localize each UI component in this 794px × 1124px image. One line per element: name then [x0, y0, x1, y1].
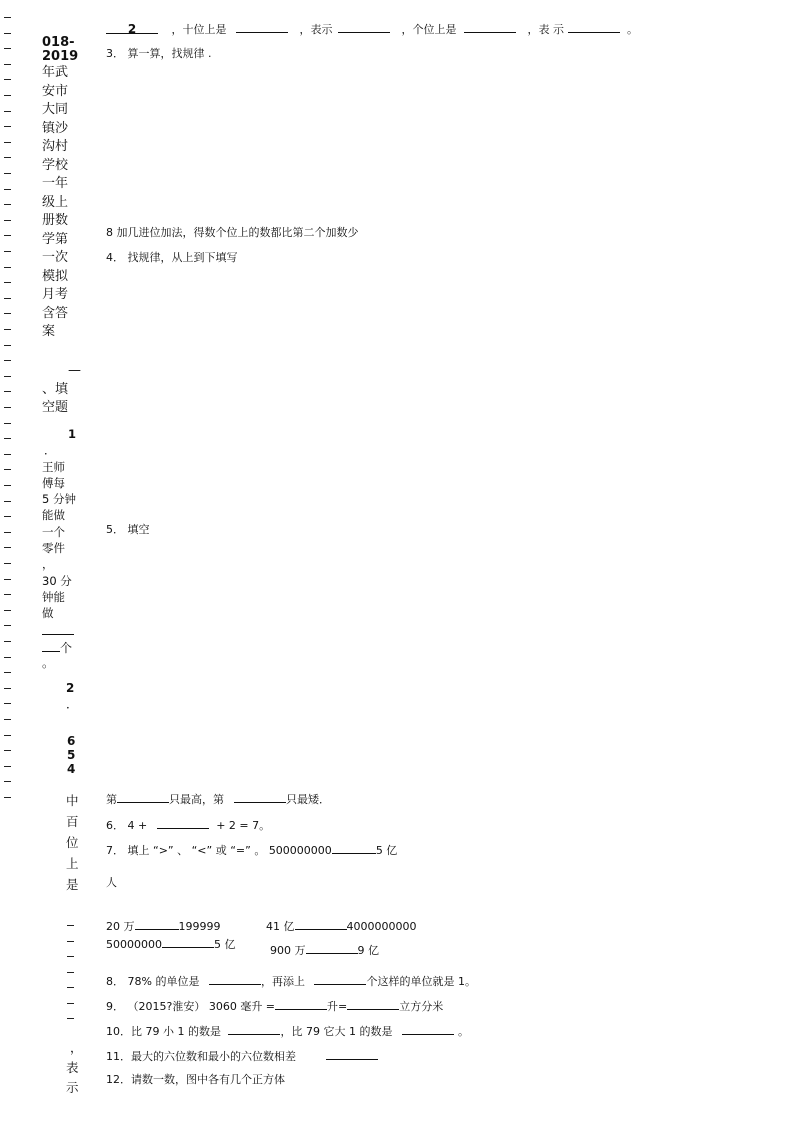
margin-dash [4, 17, 11, 18]
margin-title-char: 018- [42, 35, 75, 50]
q2-dash [67, 972, 74, 973]
margin-dash [4, 735, 11, 736]
tallest-line [106, 791, 330, 807]
q2-tail-char: 示 [66, 1080, 79, 1095]
margin-dash [4, 719, 11, 720]
margin-title-char: 含答 [42, 305, 69, 321]
cmp-r2c: 900 万 [270, 944, 306, 957]
section-line: 空题 [42, 400, 69, 415]
margin-title-char: 案 [42, 324, 56, 339]
q2-dash [67, 1018, 74, 1019]
text-means1: ，表示 [299, 23, 333, 36]
q1-answer-blank [42, 640, 72, 655]
cmp-blank-4[interactable] [306, 942, 358, 954]
margin-dash [4, 407, 11, 408]
compare-row-1 [106, 918, 221, 934]
q1-line: 能做 [42, 508, 65, 523]
compare-row-2 [106, 936, 236, 952]
margin-title-char: 一次 [42, 250, 69, 265]
q1-column [42, 426, 76, 622]
tallest-b: 只最高，第 [169, 793, 224, 806]
cmp-blank-3[interactable] [162, 936, 214, 948]
margin-dash [4, 298, 11, 299]
margin-dash [4, 173, 11, 174]
margin-title-char: 学校 [42, 157, 69, 173]
q6-b: + 2 = 7。 [216, 819, 271, 832]
question-10 [106, 1023, 469, 1039]
margin-dash [4, 95, 11, 96]
q10-c: 。 [457, 1025, 469, 1038]
q1-line: 1 [68, 427, 77, 441]
question-11 [106, 1048, 378, 1064]
q2-digits [67, 734, 75, 776]
margin-title-char: 月考 [42, 287, 69, 302]
margin-dash [4, 48, 11, 49]
q2-label [66, 680, 78, 712]
q2-dash [67, 987, 74, 988]
q2-char: 是 [66, 877, 79, 892]
q9-c: 立方分米 [399, 1000, 444, 1013]
cmp-r1b: 199999 [178, 920, 221, 933]
margin-dash [4, 610, 11, 611]
q2-char: 位 [66, 835, 79, 850]
margin-dash [4, 469, 11, 470]
q8-b: ，再添上 [260, 975, 305, 988]
margin-dash [4, 625, 11, 626]
q2-dash [67, 956, 74, 957]
section-heading [42, 362, 81, 418]
q1-line: 零件 [42, 541, 65, 556]
margin-dash [4, 313, 11, 314]
blank-0a[interactable] [106, 22, 158, 34]
margin-dash [4, 282, 11, 283]
cmp-blank-1[interactable] [135, 918, 179, 930]
margin-title-char: 安市 [42, 83, 69, 99]
margin-title-char: 大同 [42, 102, 69, 117]
margin-title-char: 2019 [42, 49, 79, 64]
text-end: 。 [627, 23, 638, 36]
q2-dot: ． [66, 697, 79, 711]
q2-number: 2 [66, 681, 75, 695]
margin-dash [4, 781, 11, 782]
text-tens: ，十位上是 [171, 23, 227, 36]
answer-2: 2 [127, 22, 137, 36]
q8-blank-2[interactable] [314, 973, 366, 985]
margin-dash [4, 33, 11, 34]
margin-dash [4, 688, 11, 689]
ren-char: 人 [106, 876, 117, 889]
margin-dash [4, 189, 11, 190]
margin-dash [4, 345, 11, 346]
q9-blank-2[interactable] [347, 998, 399, 1010]
q1-line: ． [44, 443, 56, 458]
blank-0e[interactable] [568, 21, 620, 33]
q2-char: 上 [66, 856, 79, 871]
question-6 [106, 817, 270, 833]
margin-dash [4, 641, 11, 642]
margin-dash [4, 142, 11, 143]
q2-digit: 4 [67, 762, 76, 776]
margin-dash [4, 579, 11, 580]
cmp-blank-2[interactable] [295, 918, 347, 930]
margin-dash [4, 329, 11, 330]
text-ones: ，个位上是 [401, 23, 457, 36]
margin-dash [4, 454, 11, 455]
margin-title-char: 一年 [42, 176, 69, 191]
q1-period: 。 [42, 656, 55, 670]
margin-title-char: 沟村 [42, 139, 69, 154]
margin-dash [4, 547, 11, 548]
q10-blank-2[interactable] [402, 1023, 454, 1035]
margin-dash [4, 438, 11, 439]
margin-dash [4, 79, 11, 80]
q10-a: 10．比 79 小 1 的数是 [106, 1025, 221, 1038]
q2-digit: 6 [67, 734, 76, 748]
margin-dash [4, 516, 11, 517]
blank-0b[interactable] [236, 21, 288, 33]
margin-title-char: 册数 [42, 213, 69, 228]
q1-tail: 个 [60, 641, 73, 655]
q11-blank[interactable] [326, 1048, 378, 1060]
margin-title [42, 36, 78, 64]
q1-line: ， [42, 557, 54, 572]
margin-dash [4, 64, 11, 65]
margin-dash [4, 657, 11, 658]
q1-line: 钟能 [42, 589, 65, 604]
q1-blank[interactable] [42, 640, 60, 652]
q8-c: 个这样的单位就是 1。 [366, 975, 476, 988]
tallest-blank-2[interactable] [234, 791, 286, 803]
q2-tail [66, 1038, 83, 1098]
margin-dash [4, 251, 11, 252]
question-12: 12．请数一数，图中各有几个正方体 [106, 1073, 285, 1086]
margin-dash [4, 501, 11, 502]
question-5: 5． 填空 [106, 523, 150, 536]
q1-line: 一个 [42, 524, 65, 539]
q1-line: 王师 [42, 459, 65, 474]
margin-title-char: 年武 [42, 65, 69, 80]
margin-dash [4, 766, 11, 767]
tallest-blank-1[interactable] [117, 791, 169, 803]
margin-dash [4, 594, 11, 595]
q9-blank-1[interactable] [275, 998, 327, 1010]
margin-dash [4, 563, 11, 564]
q2-dash [67, 1003, 74, 1004]
q7-a: 7． 填上 “>” 、 “<” 或 “=” 。 500000000 [106, 844, 332, 857]
q2-char: 中 [66, 793, 79, 808]
margin-dash [4, 423, 11, 424]
margin-title-char: 学第 [42, 231, 69, 247]
margin-title-char: 模拟 [42, 268, 69, 284]
question-7 [106, 842, 397, 858]
q2-digit: 5 [67, 748, 76, 762]
margin-dash [4, 532, 11, 533]
q10-b: ，比 79 它大 1 的数是 [280, 1025, 393, 1038]
margin-dash [4, 235, 11, 236]
margin-dash [4, 750, 11, 751]
margin-dash [4, 797, 11, 798]
question-4: 4． 找规律，从上到下填写 [106, 251, 238, 264]
compare-row-1-right [266, 918, 417, 934]
q9-b: 升= [327, 1000, 348, 1013]
cmp-r2d: 9 亿 [357, 944, 379, 957]
section-dash: — [68, 363, 81, 378]
q1-line: 5 分钟 [42, 492, 76, 507]
question-8-partial: 8 加几进位加法，得数个位上的数都比第二个加数少 [106, 226, 359, 239]
margin-dash [4, 220, 11, 221]
cmp-r2a: 50000000 [106, 938, 162, 951]
q2-char: 百 [66, 814, 79, 829]
margin-dash [4, 485, 11, 486]
blank-0c[interactable] [338, 21, 390, 33]
margin-dash [4, 157, 11, 158]
margin-dash [4, 360, 11, 361]
cmp-r1a: 20 万 [106, 920, 135, 933]
question-3: 3． 算一算，找规律 . [106, 47, 212, 60]
margin-dash [4, 111, 11, 112]
q7-b: 5 亿 [375, 844, 398, 857]
q11-text: 11．最大的六位数和最小的六位数相差 [106, 1050, 296, 1063]
line-0 [106, 21, 638, 37]
cmp-r1d: 4000000000 [346, 920, 417, 933]
q6-blank[interactable] [157, 817, 209, 829]
q1-line: 傅每 [42, 475, 65, 490]
section-line: 、填 [42, 381, 69, 397]
margin-dash [4, 391, 11, 392]
tallest-c: 只最矮． [286, 793, 330, 806]
q2-dash [67, 941, 74, 942]
q9-a: 9． （2015?淮安） 3060 毫升 = [106, 1000, 276, 1013]
margin-dash [4, 672, 11, 673]
q1-line: 30 分 [42, 573, 72, 588]
question-8 [106, 973, 476, 989]
margin-dash [4, 204, 11, 205]
q8-blank-1[interactable] [209, 973, 261, 985]
cmp-r1c: 41 亿 [266, 920, 295, 933]
q2-chars [66, 790, 79, 895]
text-means2: ，表 示 [527, 23, 564, 36]
q6-a: 6． 4 + [106, 819, 148, 832]
compare-row-2-right [270, 942, 379, 958]
q2-comma: ， [70, 1040, 83, 1055]
q1-blank-line [42, 634, 74, 635]
margin-title-char: 级上 [42, 194, 69, 210]
q10-blank-1[interactable] [228, 1023, 280, 1035]
q2-dash [67, 925, 74, 926]
q2-tail-char: 表 [66, 1060, 79, 1075]
margin-title-char: 镇沙 [42, 120, 69, 136]
margin-dash [4, 703, 11, 704]
margin-dash [4, 267, 11, 268]
margin-dash [4, 126, 11, 127]
blank-0d[interactable] [464, 21, 516, 33]
q1-line: 做 [42, 606, 54, 621]
margin-title-rest [42, 64, 68, 342]
cmp-r2b: 5 亿 [214, 938, 236, 951]
q7-blank[interactable] [332, 842, 376, 854]
q8-a: 8． 78% 的单位是 [106, 975, 200, 988]
tallest-a: 第 [106, 793, 117, 806]
margin-dash [4, 376, 11, 377]
question-9 [106, 998, 443, 1014]
